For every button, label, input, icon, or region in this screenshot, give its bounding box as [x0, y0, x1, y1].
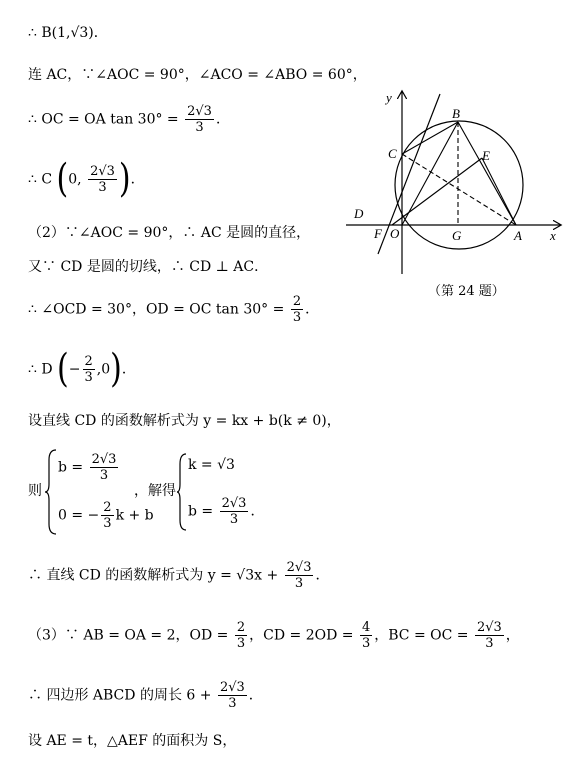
numerator: 2√3 [221, 496, 247, 511]
line-b-coordinates: ∴ B(1,√3)． [28, 25, 108, 41]
line-part2: （2）∵∠AOC = 90°，∴ AC 是圆的直径， [28, 225, 311, 241]
numerator: 2√3 [91, 452, 117, 467]
line-set-ae: 设 AE = t，△AEF 的面积为 S， [28, 733, 237, 749]
eq-text: b = [58, 459, 84, 476]
system-label: 则 [28, 483, 42, 499]
fraction [90, 452, 119, 483]
denominator: 3 [485, 636, 494, 651]
label-g: G [452, 228, 462, 243]
eq-text: b = [188, 503, 214, 520]
line-text: ，BC = OC = [374, 627, 469, 644]
paren-open: ( [56, 156, 69, 202]
solution-b: b = $\frac{2√3}{3}$ ． [188, 496, 265, 527]
paren-close: ) [110, 346, 122, 392]
left-brace [176, 452, 188, 532]
segment-ba [458, 122, 516, 225]
fraction [185, 104, 214, 135]
line-text: （3）∵ AB = OA = 2，OD = [28, 627, 229, 644]
fraction [88, 164, 117, 195]
label-o: O [390, 226, 400, 241]
fraction [235, 620, 247, 651]
line-oc-text: ∴ OC = OA tan 30° = [28, 111, 179, 128]
paren-open: ( [57, 346, 69, 392]
denominator: 3 [361, 636, 371, 651]
denominator: 3 [103, 516, 112, 531]
numerator: 4 [361, 620, 371, 635]
line-od-value: ∴ ∠OCD = 30°，OD = OC tan 30° = $\frac{2}{3}$ ． [28, 294, 320, 325]
line-c-coordinates: ∴ C (0, $\frac{2√3}{3}$ )． [28, 156, 145, 202]
denominator: 3 [228, 696, 237, 711]
numerator: 2 [84, 354, 93, 369]
solution-k: k = √3 [188, 457, 235, 473]
line-part3: （3）∵ AB = OA = 2，OD = $\frac{2}{3}$ ，CD = 2OD = $\frac{4}{3}$ ，BC = OC = $\frac{2√3}{3}$ ， [28, 620, 520, 651]
figure-caption: （第 24 题） [428, 284, 505, 299]
denominator: 3 [229, 512, 239, 527]
numerator: 2 [292, 294, 302, 309]
label-a: A [514, 228, 522, 243]
label-x: x [550, 228, 556, 243]
fraction [101, 500, 113, 531]
label-e: E [482, 148, 490, 163]
eq-text: 0 = − [58, 507, 100, 524]
line-set-function: 设直线 CD 的函数解析式为 y = kx + b(k ≠ 0)， [28, 413, 341, 429]
fraction [220, 496, 249, 527]
segment-fe [392, 158, 482, 225]
numerator: 2√3 [286, 560, 312, 575]
denominator: 3 [99, 468, 109, 483]
numerator: 2√3 [90, 164, 115, 179]
label-c: C [388, 146, 397, 161]
fraction [285, 560, 314, 591]
paren-close: ) [118, 156, 131, 202]
fraction [218, 680, 247, 711]
line-d-coordinates: ∴ D (− $\frac{2}{3}$ ,0)． [28, 346, 136, 392]
denominator: 3 [236, 636, 246, 651]
numerator: 2√3 [219, 680, 245, 695]
segment-ca [402, 154, 516, 225]
denominator: 3 [292, 310, 302, 325]
line-c-text: ∴ C [28, 171, 53, 188]
numerator: 2√3 [187, 104, 212, 119]
denominator: 3 [294, 576, 304, 591]
line-text: ∴ 直线 CD 的函数解析式为 y = √3x + [28, 567, 279, 584]
line-cd-function: ∴ 直线 CD 的函数解析式为 y = √3x + $\frac{2√3}{3}$ ． [28, 560, 330, 591]
line-od-text: ∴ ∠OCD = 30°，OD = OC tan 30° = [28, 301, 285, 318]
line-oc-value: ∴ OC = OA tan 30° = $\frac{2√3}{3}$ ． [28, 104, 230, 135]
line-text: ，CD = 2OD = [249, 627, 354, 644]
fraction [475, 620, 504, 651]
fraction [360, 620, 372, 651]
equation-b [58, 452, 120, 483]
equation-zero [58, 500, 154, 531]
fraction [291, 294, 303, 325]
eq-text: k + b [115, 507, 154, 524]
numerator: 2 [103, 500, 112, 515]
fraction [83, 354, 95, 385]
line-connect-ac: 连 AC，∵∠AOC = 90°，∠ACO = ∠ABO = 60°， [28, 67, 367, 83]
label-b: B [452, 106, 460, 121]
denominator: 3 [98, 180, 107, 195]
tangent-line-cd [378, 94, 440, 254]
line-d-text: ∴ D [28, 361, 53, 378]
line-text: ∴ 四边形 ABCD 的周长 6 + [28, 687, 212, 704]
line-perimeter: ∴ 四边形 ABCD 的周长 6 + $\frac{2√3}{3}$ ． [28, 680, 263, 711]
numerator: 2 [236, 620, 246, 635]
left-brace [44, 448, 58, 536]
line-tangent: 又∵ CD 是圆的切线，∴ CD ⊥ AC． [28, 259, 269, 275]
geometry-figure [336, 88, 568, 280]
numerator: 2√3 [476, 620, 502, 635]
solve-label: ，解得 [134, 483, 176, 499]
label-f: F [374, 226, 382, 241]
label-d: D [354, 206, 364, 221]
denominator: 3 [195, 120, 204, 135]
label-y: y [386, 90, 392, 105]
denominator: 3 [84, 370, 93, 385]
